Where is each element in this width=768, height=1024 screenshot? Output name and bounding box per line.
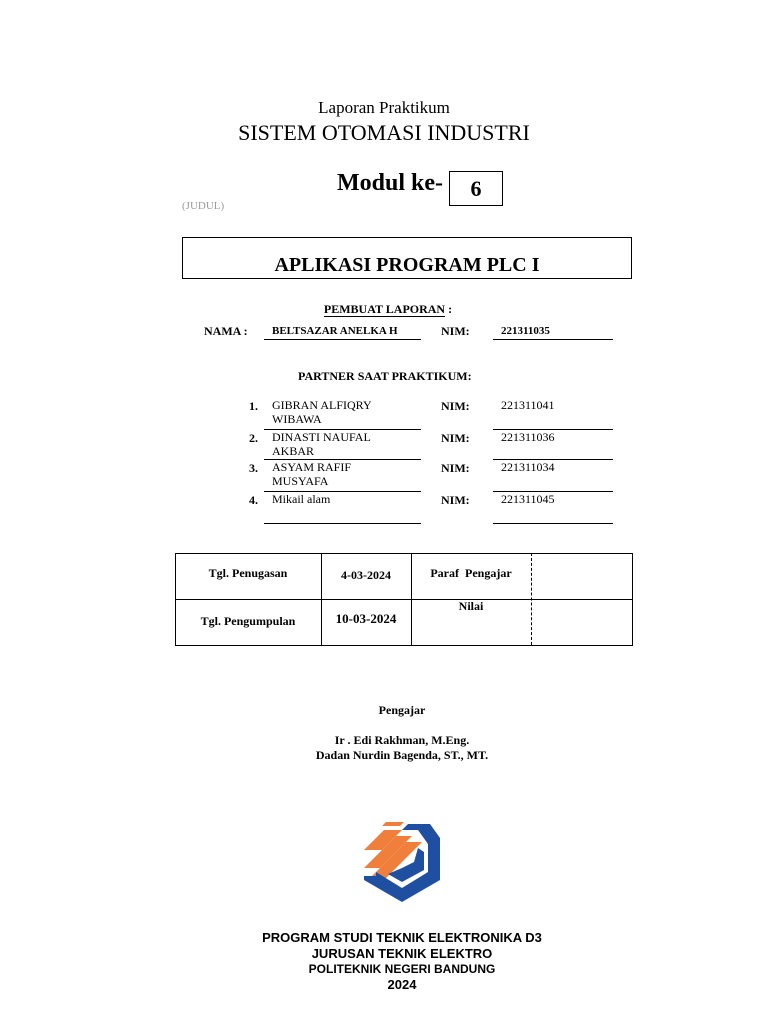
author-heading-text: PEMBUAT LAPORAN <box>323 302 446 316</box>
report-type: Laporan Praktikum <box>318 98 450 117</box>
footer-line: JURUSAN TEKNIK ELEKTRO <box>311 946 493 961</box>
partner-nim: 221311041 <box>501 398 555 412</box>
table-col-divider-dashed <box>531 553 532 645</box>
partner-name <box>272 398 372 426</box>
table-col-divider <box>321 553 322 645</box>
partner-nim-label: NIM: <box>441 399 470 413</box>
partner-name <box>272 430 371 458</box>
partner-nim-line <box>493 523 613 524</box>
author-nim-label: NIM: <box>441 324 470 338</box>
partner-nim-label: NIM: <box>441 431 470 445</box>
paraf-label: Paraf Pengajar <box>430 566 512 580</box>
partner-name-line: GIBRAN ALFIQRY <box>272 398 372 412</box>
partner-nim: 221311036 <box>501 430 555 444</box>
partner-number: 2. <box>249 431 258 445</box>
footer-line: PROGRAM STUDI TEKNIK ELEKTRONIKA D3 <box>262 930 542 945</box>
modul-label: Modul ke- <box>337 170 444 196</box>
nama-label: NAMA : <box>204 324 248 338</box>
author-name: BELTSAZAR ANELKA H <box>272 325 398 337</box>
penugasan-value: 4-03-2024 <box>341 568 391 582</box>
pengumpulan-value: 10-03-2024 <box>335 611 397 626</box>
report-title: APLIKASI PROGRAM PLC I <box>274 254 540 276</box>
modul-number: 6 <box>449 171 503 206</box>
partner-nim: 221311045 <box>501 492 555 506</box>
partner-name <box>272 460 351 488</box>
nilai-label: Nilai <box>458 599 484 613</box>
teacher-name: Dadan Nurdin Bagenda, ST., MT. <box>315 748 489 762</box>
partner-name-line: WIBAWA <box>272 412 322 426</box>
author-nim: 221311035 <box>501 325 550 337</box>
author-nim-line <box>493 339 613 340</box>
course-title: SISTEM OTOMASI INDUSTRI <box>238 120 530 145</box>
pengumpulan-label: Tgl. Pengumpulan <box>200 614 296 628</box>
partner-name-line-rule <box>264 523 421 524</box>
polban-logo-icon <box>362 818 442 904</box>
penugasan-label: Tgl. Penugasan <box>208 566 288 580</box>
partner-name-line: AKBAR <box>272 444 315 458</box>
judul-hint: (JUDUL) <box>182 200 225 212</box>
partner-nim: 221311034 <box>501 460 555 474</box>
partner-nim-label: NIM: <box>441 493 470 507</box>
author-heading <box>0 302 768 317</box>
partner-number: 1. <box>249 399 258 413</box>
partner-number: 4. <box>249 493 258 507</box>
partner-name-line: MUSYAFA <box>272 474 329 488</box>
footer-line: POLITEKNIK NEGERI BANDUNG <box>308 962 496 976</box>
partner-name-line: DINASTI NAUFAL <box>272 430 371 444</box>
partner-name-line: ASYAM RAFIF <box>272 460 352 474</box>
teacher-name: Ir . Edi Rakhman, M.Eng. <box>334 733 470 747</box>
partner-name: Mikail alam <box>272 492 331 506</box>
author-name-line <box>264 339 421 340</box>
partners-heading: PARTNER SAAT PRAKTIKUM: <box>298 369 472 383</box>
teacher-label: Pengajar <box>378 703 426 717</box>
partner-number: 3. <box>249 461 258 475</box>
author-heading-suffix: : <box>445 302 453 316</box>
table-row-divider <box>175 599 632 600</box>
partner-nim-label: NIM: <box>441 461 470 475</box>
footer-year: 2024 <box>387 977 417 992</box>
